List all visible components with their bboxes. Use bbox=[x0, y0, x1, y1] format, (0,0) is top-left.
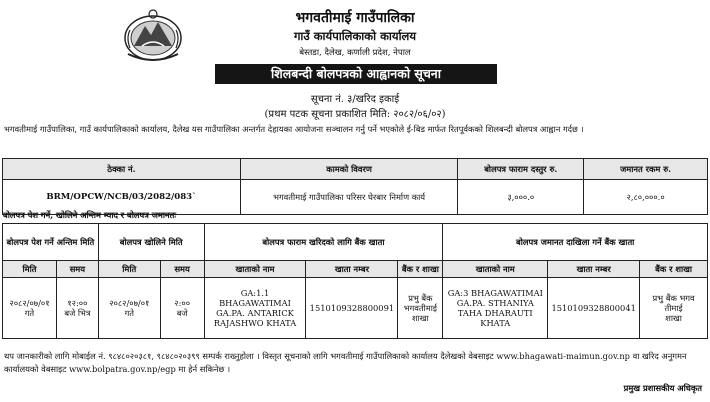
submit-date-suffix: गते bbox=[24, 308, 35, 318]
deposit-bank-line2: तीमाई bbox=[664, 303, 683, 313]
intro-paragraph: भगवतीमाई गाउँपालिका, गाउँ कार्यपालिकाको कार्यालय, दैलेख यस गाउँपालिका अन्तर्गत देहायका आयोजना सञ्चालन गर्नु पर्ने भएकोले ई-बिड मार्फत रितपूर्वकको शिलबन्दी बोलपत्र आह्वान गर्दछ । bbox=[4, 124, 584, 134]
form-account-name: GA:1.1 BHAGAWATIMAI GA.PA. ANTARICK RAJASHWO KHATA bbox=[204, 278, 306, 339]
work-description: भगवतीमाई गाउँपालिका परिसर घेरबार निर्माण कार्य bbox=[240, 180, 458, 215]
sub-time: समय bbox=[160, 261, 204, 278]
open-time bbox=[160, 278, 204, 339]
deposit-account-name: GA:3 BHAGAWATIMAI GA.PA. STHANIYA TAHA DHARAUTI KHATA bbox=[443, 278, 548, 339]
sub-time: समय bbox=[56, 261, 98, 278]
form-bank-line3: शाखा bbox=[412, 313, 429, 323]
form-bank-line2: भगवतीमाई bbox=[403, 303, 437, 313]
group-deposit-bank-account: बोलपत्र जमानत दाखिला गर्ने बैंक खाता bbox=[443, 224, 708, 261]
office-name: गाउँ कार्यपालिकाको कार्यालय bbox=[293, 29, 417, 43]
submit-time-suffix: बजे भित्र bbox=[64, 308, 91, 318]
org-name: भगवतीमाई गाउँपालिका bbox=[295, 10, 415, 26]
deposit-account-number: 1510109328800041 bbox=[548, 278, 640, 339]
open-time-value: २:०० bbox=[174, 298, 191, 308]
signature-designation: प्रमुख प्रशासकीय अधिकृत bbox=[623, 383, 702, 393]
footer-contact-info: थप जानकारीको लागि मोबाईल नं. ९८४८०२०३८१, ९८४८०२०३९९ सम्पर्क राख्नुहोला । विस्तृत सूचनाको लागि भगवतीमाई गाउँपालिकाको कार्यालय दैलेखको वेबसाइट www.bhagawati-maimun.gov.np वा खरिद अनुगमन कार्यालयको वेबसाइट www.bolpatra.gov.np/egp मा हेर्न सकिनेछ । bbox=[4, 351, 687, 374]
contract-no: BRM/OPCW/NCB/03/2082/083` bbox=[3, 180, 241, 215]
sub-date: मिति bbox=[3, 261, 57, 278]
col-bid-security: जमानत रकम रु. bbox=[584, 159, 708, 180]
open-time-suffix: बजे bbox=[176, 308, 188, 318]
deposit-bank-line3: शाखा bbox=[665, 313, 682, 323]
section-label: बोलपत्र पेश गर्ने, खोलिने अन्तिम म्याद र बोलपत्र जमानतः bbox=[3, 210, 177, 220]
sub-account-number: खाता नम्बर bbox=[548, 261, 640, 278]
deposit-bank-branch bbox=[640, 278, 708, 339]
open-date-suffix: गते bbox=[124, 308, 134, 318]
office-address: बेस्तडा, दैलेख, कर्णाली प्रदेश, नेपाल bbox=[299, 48, 411, 58]
form-bank-line1: प्रभु बैंक bbox=[408, 293, 433, 303]
deadline-bank-table bbox=[2, 223, 708, 339]
table-group-header bbox=[3, 224, 708, 261]
submit-time-value: १२:०० bbox=[67, 298, 88, 308]
notice-number: सूचना नं. ३/खरिद इकाई bbox=[310, 94, 400, 105]
table-row bbox=[3, 278, 708, 339]
open-date-value: २०८२/०७/०१ bbox=[109, 298, 150, 308]
group-opening-date: बोलपत्र खोलिने मिति bbox=[98, 224, 204, 261]
form-bank-branch bbox=[398, 278, 443, 339]
open-date bbox=[98, 278, 160, 339]
submit-date bbox=[3, 278, 57, 339]
group-form-bank-account: बोलपत्र फाराम खरिदको लागि बैंक खाता bbox=[204, 224, 443, 261]
publish-date: (प्रथम पटक सूचना प्रकाशित मिति: २०८२/०६/०२) bbox=[264, 109, 446, 120]
notice-title-banner: शिलबन्दी बोलपत्रको आह्वानको सूचना bbox=[215, 64, 497, 84]
deposit-bank-line1: प्रभु बैंक भगव bbox=[652, 293, 695, 303]
sub-bank-branch: बैंक र शाखा bbox=[640, 261, 708, 278]
group-submit-deadline: बोलपत्र पेश गर्ने अन्तिम मिति bbox=[3, 224, 99, 261]
sub-date: मिति bbox=[98, 261, 160, 278]
sub-account-number: खाता नम्बर bbox=[306, 261, 398, 278]
sub-bank-branch: बैंक र शाखा bbox=[398, 261, 443, 278]
sub-account-name: खाताको नाम bbox=[443, 261, 548, 278]
form-account-number: 1510109328800091 bbox=[306, 278, 398, 339]
form-fee: ३,०००.० bbox=[458, 180, 584, 215]
col-form-fee: बोलपत्र फाराम दस्तुर रु. bbox=[458, 159, 584, 180]
bid-security: २,८०,०००.० bbox=[584, 180, 708, 215]
submit-time bbox=[56, 278, 98, 339]
submit-date-value: २०८२/०७/०१ bbox=[9, 298, 50, 308]
table-sub-header bbox=[3, 261, 708, 278]
col-work-description: कामको विवरण bbox=[240, 159, 458, 180]
col-contract-no: ठेक्का नं. bbox=[3, 159, 241, 180]
tender-table-header bbox=[3, 159, 708, 180]
tender-table bbox=[2, 158, 708, 215]
sub-account-name: खाताको नाम bbox=[204, 261, 306, 278]
